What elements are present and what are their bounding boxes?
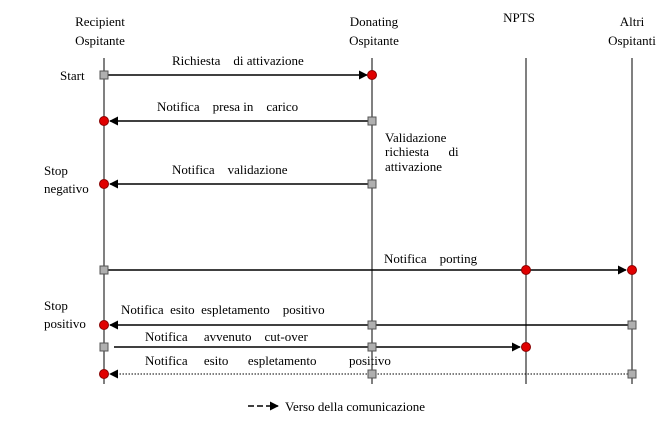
message-richiesta-attivazione: [100, 53, 377, 80]
stop-positivo-line1: Stop: [44, 298, 68, 313]
endpoint-dot: [522, 343, 531, 352]
endpoint-dot: [368, 71, 377, 80]
message-esito-positivo: [100, 302, 637, 330]
participant-recipient-line1: Recipient: [75, 14, 125, 29]
message-cut-over: [100, 329, 531, 352]
endpoint-square-donating: [368, 370, 376, 378]
message-label: Notifica avvenuto cut-over: [145, 329, 308, 344]
participant-recipient: [75, 14, 125, 48]
message-validazione: [100, 162, 377, 189]
validation-note-line3: attivazione: [385, 159, 443, 174]
participant-donating-line1: Donating: [349, 14, 399, 29]
participant-npts: [503, 10, 535, 25]
message-presa-in-carico: [100, 99, 377, 126]
participant-altri: [608, 14, 656, 48]
stop-positivo-line2: positivo: [44, 316, 86, 331]
endpoint-square: [368, 180, 376, 188]
message-label: Notifica presa in carico: [157, 99, 299, 114]
endpoint-square: [368, 117, 376, 125]
legend: [248, 399, 425, 414]
legend-label: Verso della comunicazione: [285, 399, 426, 414]
participant-altri-line1: Altri: [619, 14, 645, 29]
validation-note-line1: Validazione: [385, 130, 447, 145]
endpoint-dot-altri: [628, 266, 637, 275]
start-label: Start: [60, 68, 85, 83]
endpoint-square: [100, 266, 108, 274]
endpoint-square: [100, 71, 108, 79]
endpoint-square-donating: [368, 321, 376, 329]
message-label: Notifica esito espletamento positivo: [145, 353, 391, 368]
message-esito-positivo-dotted: [100, 353, 637, 379]
message-label: Richiesta di attivazione: [172, 53, 304, 68]
endpoint-dot-npts: [522, 266, 531, 275]
endpoint-dot: [100, 321, 109, 330]
participant-donating-line2: Ospitante: [349, 33, 399, 48]
stop-negativo-line2: negativo: [44, 181, 89, 196]
endpoint-square: [628, 321, 636, 329]
endpoint-square-donating: [368, 343, 376, 351]
message-label: Notifica porting: [384, 251, 478, 266]
endpoint-dot: [100, 117, 109, 126]
message-label: Notifica validazione: [172, 162, 288, 177]
message-porting: [100, 251, 637, 275]
validation-note-line2: richiesta di: [385, 144, 459, 159]
message-label: Notifica esito espletamento positivo: [121, 302, 325, 317]
endpoint-square: [100, 343, 108, 351]
endpoint-dot: [100, 370, 109, 379]
participant-donating: [349, 14, 399, 48]
participant-npts-line1: NPTS: [503, 10, 535, 25]
stop-negativo-line1: Stop: [44, 163, 68, 178]
participant-altri-line2: Ospitanti: [608, 33, 656, 48]
endpoint-dot: [100, 180, 109, 189]
participant-recipient-line2: Ospitante: [75, 33, 125, 48]
endpoint-square: [628, 370, 636, 378]
